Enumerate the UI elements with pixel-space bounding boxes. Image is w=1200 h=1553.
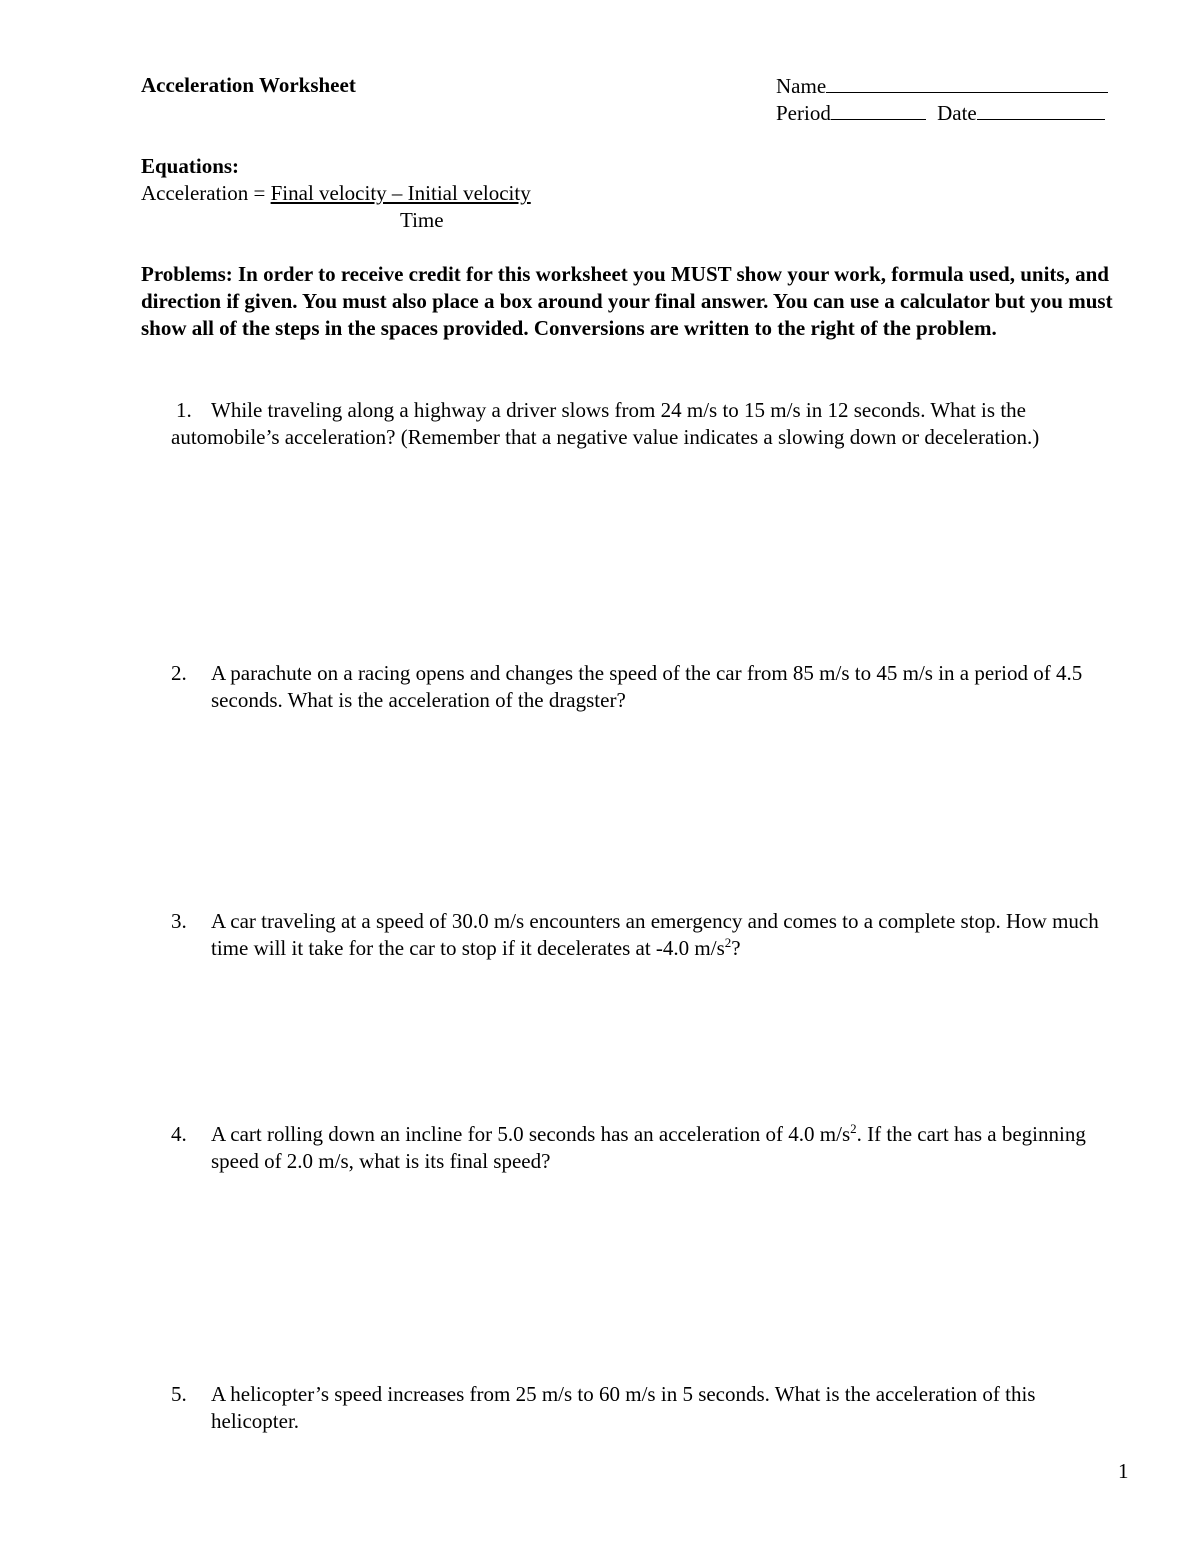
problem-3 <box>171 908 1131 962</box>
problem-text-main: A cart rolling down an incline for 5.0 seconds has an acceleration of 4.0 m/s <box>211 1122 851 1146</box>
date-label: Date <box>937 101 977 125</box>
period-blank[interactable] <box>831 99 926 120</box>
problem-5 <box>171 1381 1131 1435</box>
equation-numerator: Final velocity – Initial velocity <box>270 181 531 205</box>
equation-denominator: Time <box>400 208 444 232</box>
student-info <box>776 72 1108 126</box>
page-number: 1 <box>1118 1459 1129 1483</box>
problem-2 <box>171 660 1131 714</box>
problem-number: 1. <box>176 398 192 422</box>
problem-text <box>211 1121 1131 1175</box>
name-row <box>776 72 1108 99</box>
equations-heading: Equations: <box>141 154 240 178</box>
problem-4 <box>171 1121 1131 1175</box>
date-blank[interactable] <box>977 99 1105 120</box>
problem-1 <box>171 397 1131 451</box>
worksheet-title: Acceleration Worksheet <box>141 73 356 97</box>
name-blank[interactable] <box>826 72 1108 93</box>
problem-text: A parachute on a racing opens and changes the speed of the car from 85 m/s to 45 m/s in a period of 4.5 seconds. What is the acceleration of the dragster? <box>211 661 1083 712</box>
problem-text-main: A car traveling at a speed of 30.0 m/s encounters an emergency and comes to a complete stop. How much time will it take for the car to stop if it decelerates at -4.0 m/s <box>211 909 1099 960</box>
equation-lhs: Acceleration = <box>141 181 271 205</box>
acceleration-equation <box>141 180 531 207</box>
problem-text: While traveling along a highway a driver slows from 24 m/s to 15 m/s in 12 seconds. What is the automobile’s acceleration? (Remember that a negative value indicates a slowing down or deceleration.) <box>171 398 1040 449</box>
period-date-row <box>776 99 1108 126</box>
problem-text-end: . If the cart has a beginning speed of 2.0 m/s, what is its final speed? <box>211 1122 1086 1173</box>
exponent: 2 <box>850 1121 857 1136</box>
problem-number: 2. <box>171 661 187 685</box>
problem-number: 5. <box>171 1382 187 1406</box>
instructions: Problems: In order to receive credit for this worksheet you MUST show your work, formula used, units, and direction if given. You must also place a box around your final answer. You can use a calculator but you must show all of the steps in the spaces provided. Conversions are written to the right of the problem. <box>141 262 1113 340</box>
problem-number: 4. <box>171 1122 187 1146</box>
period-label: Period <box>776 101 831 125</box>
name-label: Name <box>776 74 827 98</box>
problem-text <box>211 908 1131 962</box>
exponent: 2 <box>724 935 732 950</box>
problem-text: A helicopter’s speed increases from 25 m/s to 60 m/s in 5 seconds. What is the acceleration of this helicopter. <box>211 1382 1052 1433</box>
problem-text-end: ? <box>731 936 741 960</box>
problem-number: 3. <box>171 909 187 933</box>
